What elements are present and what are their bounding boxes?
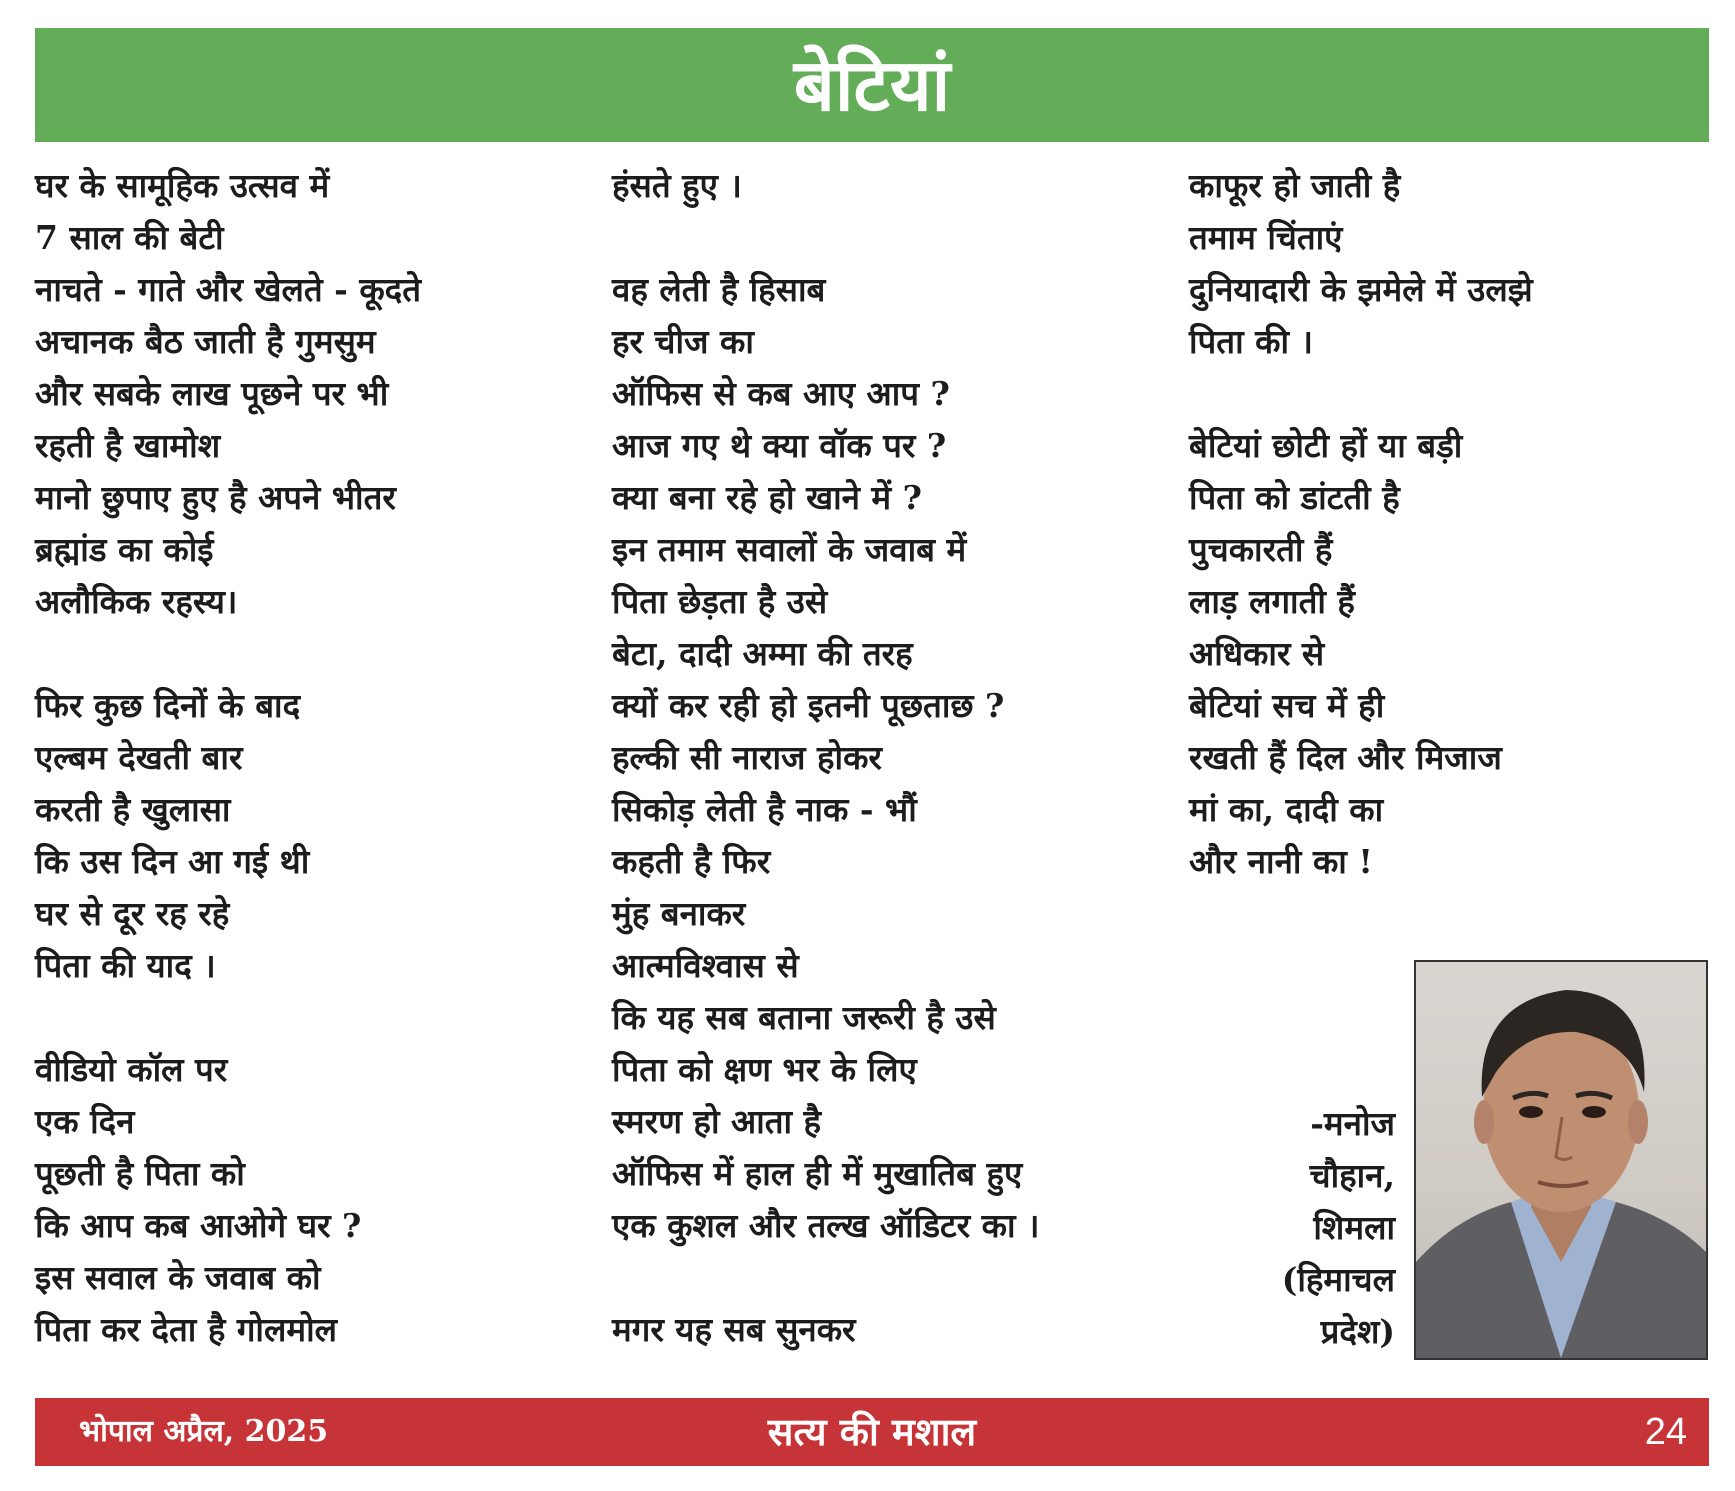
author-location: शिमला xyxy=(1313,1208,1395,1247)
poem-line: कि उस दिन आ गई थी xyxy=(35,842,310,881)
poem-line: पिता छेड़ता है उसे xyxy=(612,582,828,621)
poem-line: इस सवाल के जवाब को xyxy=(35,1258,321,1297)
poem-line: रहती है खामोश xyxy=(35,426,221,465)
poem-line: फिर कुछ दिनों के बाद xyxy=(35,686,301,725)
stanza-break xyxy=(612,1252,1040,1304)
poem-line: बेटा, दादी अम्मा की तरह xyxy=(612,634,913,673)
poem-column-2 xyxy=(612,160,1040,1356)
poem-line: कि यह सब बताना जरूरी है उसे xyxy=(612,998,996,1037)
author-name: चौहान, xyxy=(1309,1156,1395,1195)
poem-line: अधिकार से xyxy=(1189,634,1325,673)
poem-line: करती है खुलासा xyxy=(35,790,231,829)
poem-line: लाड़ लगाती हैं xyxy=(1189,582,1355,621)
poem-line: घर के सामूहिक उत्सव में xyxy=(35,166,330,205)
poem-line: पुचकारती हैं xyxy=(1189,530,1333,569)
poem-line: वह लेती है हिसाब xyxy=(612,270,826,309)
author-name: -मनोज xyxy=(1310,1104,1395,1143)
poem-line: रखती हैं दिल और मिजाज xyxy=(1189,738,1502,777)
poem-line: पिता की । xyxy=(1189,322,1314,361)
poem-line: ऑफिस में हाल ही में मुखातिब हुए xyxy=(612,1154,1023,1193)
page-number: 24 xyxy=(1644,1411,1687,1453)
poem-line: हर चीज का xyxy=(612,322,754,361)
stanza-break xyxy=(35,628,421,680)
poem-line: एक कुशल और तल्ख ऑडिटर का । xyxy=(612,1206,1040,1245)
poem-column-1 xyxy=(35,160,421,1356)
author-location: प्रदेश) xyxy=(1320,1312,1395,1351)
poem-line: ब्रह्मांड का कोई xyxy=(35,530,214,569)
poem-line: दुनियादारी के झमेले में उलझे xyxy=(1189,270,1533,309)
poem-line: एक दिन xyxy=(35,1102,135,1141)
author-photo xyxy=(1414,960,1708,1360)
poem-line: मुंह बनाकर xyxy=(612,894,746,933)
poem-line: बेटियां छोटी हों या बड़ी xyxy=(1189,426,1463,465)
footer-bar xyxy=(35,1398,1709,1466)
poem-line: नाचते - गाते और खेलते - कूदते xyxy=(35,270,421,309)
poem-line: स्मरण हो आता है xyxy=(612,1102,822,1141)
poem-line: और सबके लाख पूछने पर भी xyxy=(35,374,389,413)
poem-line: मां का, दादी का xyxy=(1189,790,1384,829)
stanza-break xyxy=(1189,368,1533,420)
poem-line: पिता की याद । xyxy=(35,946,216,985)
title-banner xyxy=(35,28,1709,142)
poem-line: सिकोड़ लेती है नाक - भौं xyxy=(612,790,917,829)
poem-line: मानो छुपाए हुए है अपने भीतर xyxy=(35,478,396,517)
poem-line: एल्बम देखती बार xyxy=(35,738,243,777)
stanza-break xyxy=(612,212,1040,264)
issue-info: भोपाल अप्रैल, 2025 xyxy=(79,1414,329,1449)
poem-column-3 xyxy=(1189,160,1533,888)
poem-line: और नानी का ! xyxy=(1189,842,1373,881)
poem-line: तमाम चिंताएं xyxy=(1189,218,1343,257)
poem-line: पिता को क्षण भर के लिए xyxy=(612,1050,917,1089)
poem-line: हंसते हुए । xyxy=(612,166,742,205)
poem-line: पिता को डांटती है xyxy=(1189,478,1400,517)
poem-line: अलौकिक रहस्य। xyxy=(35,582,238,621)
publication-name: सत्य की मशाल xyxy=(767,1410,977,1454)
poem-line: वीडियो कॉल पर xyxy=(35,1050,228,1089)
poem-line: पिता कर देता है गोलमोल xyxy=(35,1310,338,1349)
poem-line: इन तमाम सवालों के जवाब में xyxy=(612,530,967,569)
author-portrait-illustration xyxy=(1416,962,1706,1358)
poem-line: काफूर हो जाती है xyxy=(1189,166,1401,205)
author-location: (हिमाचल xyxy=(1281,1260,1395,1299)
poem-line: क्यों कर रही हो इतनी पूछताछ ? xyxy=(612,686,1005,725)
poem-line: घर से दूर रह रहे xyxy=(35,894,230,933)
poem-line: बेटियां सच में ही xyxy=(1189,686,1385,725)
poem-line: हल्की सी नाराज होकर xyxy=(612,738,882,777)
poem-line: आत्मविश्वास से xyxy=(612,946,799,985)
poem-line: पूछती है पिता को xyxy=(35,1154,245,1193)
author-credit xyxy=(1282,1098,1395,1358)
stanza-break xyxy=(35,992,421,1044)
poem-line: अचानक बैठ जाती है गुमसुम xyxy=(35,322,376,361)
poem-line: 7 साल की बेटी xyxy=(35,218,224,257)
poem-line: क्या बना रहे हो खाने में ? xyxy=(612,478,922,517)
poem-line: आज गए थे क्या वॉक पर ? xyxy=(612,426,947,465)
poem-line: कहती है फिर xyxy=(612,842,771,881)
poem-line: कि आप कब आओगे घर ? xyxy=(35,1206,362,1245)
poem-line: मगर यह सब सुनकर xyxy=(612,1310,856,1349)
poem-title: बेटियां xyxy=(793,43,951,127)
poem-line: ऑफिस से कब आए आप ? xyxy=(612,374,950,413)
